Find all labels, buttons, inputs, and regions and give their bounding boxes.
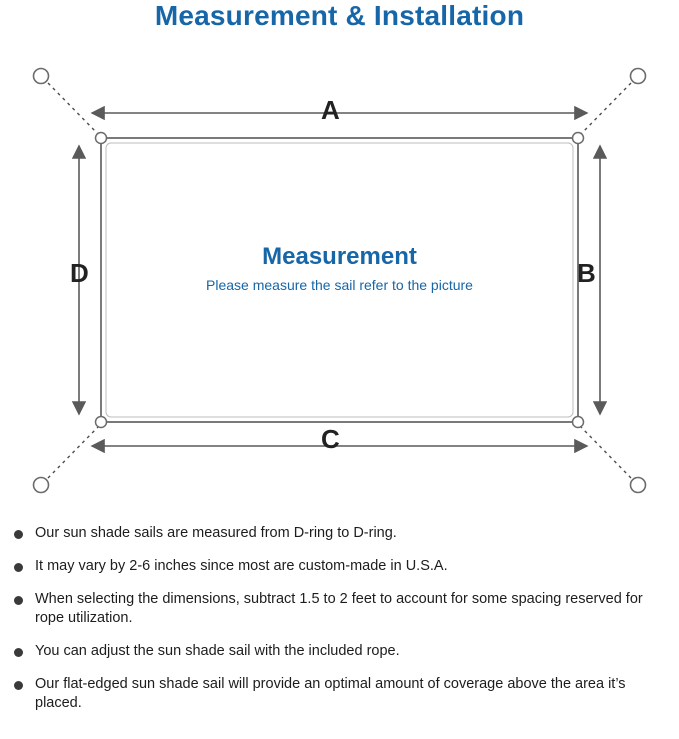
dimension-label-d: D: [70, 258, 89, 288]
bullet-icon: [14, 648, 23, 657]
rope-bottom-left: [48, 427, 98, 478]
note-text: You can adjust the sun shade sail with the included rope.: [35, 643, 400, 659]
bullet-icon: [14, 530, 23, 539]
bullet-icon: [14, 563, 23, 572]
d-ring-top-left: [96, 133, 107, 144]
bullet-icon: [14, 681, 23, 690]
sail-center-subtext: Please measure the sail refer to the picture: [206, 277, 473, 293]
anchor-ring-bottom-left: [34, 478, 49, 493]
notes-list: [0, 524, 679, 727]
list-item: [0, 642, 679, 661]
note-text: It may vary by 2-6 inches since most are custom-made in U.S.A.: [35, 558, 448, 574]
list-item: [0, 557, 679, 576]
d-ring-top-right: [573, 133, 584, 144]
rope-top-right: [581, 83, 631, 134]
list-item: [0, 524, 679, 543]
sail-outline: [101, 138, 578, 422]
sail-center-heading: Measurement: [262, 243, 417, 270]
rope-bottom-right: [581, 427, 631, 478]
d-ring-bottom-left: [96, 417, 107, 428]
rope-top-left: [48, 83, 98, 134]
anchor-ring-top-left: [34, 69, 49, 84]
dimension-label-c: C: [321, 424, 340, 454]
anchor-ring-bottom-right: [631, 478, 646, 493]
dimension-label-b: B: [577, 258, 596, 288]
d-ring-bottom-right: [573, 417, 584, 428]
note-text: Our sun shade sails are measured from D-ring to D-ring.: [35, 525, 397, 541]
page-title: Measurement & Installation: [154, 0, 525, 31]
note-text: Our flat-edged sun shade sail will provide an optimal amount of coverage above the area it’s placed.: [35, 676, 626, 711]
dimension-label-a: A: [321, 95, 340, 125]
list-item: [0, 675, 679, 713]
list-item: [0, 590, 679, 628]
anchor-ring-top-right: [631, 69, 646, 84]
bullet-icon: [14, 596, 23, 605]
note-text: When selecting the dimensions, subtract 1.5 to 2 feet to account for some spacing reserved for rope utilization.: [35, 591, 643, 626]
measurement-diagram: [0, 46, 679, 516]
